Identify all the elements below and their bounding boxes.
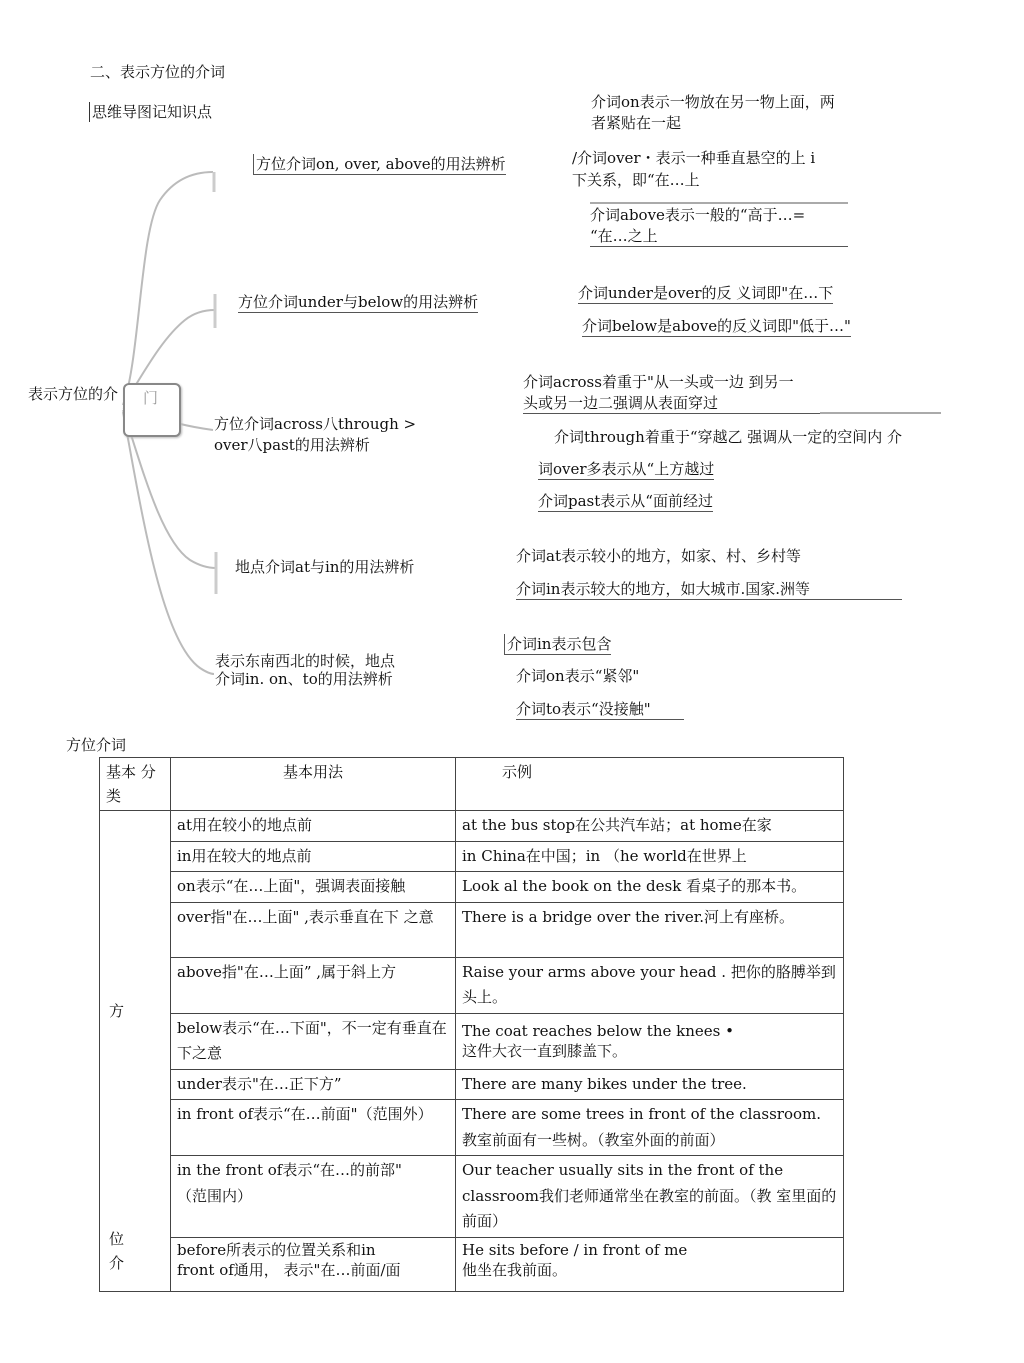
usage-cell: under表示"在…正下方”: [171, 1069, 456, 1100]
prepositions-table: [99, 757, 844, 1292]
usage-cell: in front of表示“在…前面"（范围外）: [171, 1100, 456, 1156]
header-category: 基本 分类: [100, 758, 171, 811]
usage-cell: at用在较小的地点前: [171, 811, 456, 842]
example-cell: Look al the book on the desk 看桌子的那本书。: [456, 872, 844, 903]
example-cell: in China在中国；in （he world在世界上: [456, 841, 844, 872]
section-heading: 二、表示方位的介词: [90, 63, 226, 81]
example-cell: Raise your arms above your head . 把你的胳膊举到头上。: [456, 957, 844, 1013]
example-cell: [456, 1237, 844, 1291]
usage-cell: above指"在…上面” ,属于斜上方: [171, 957, 456, 1013]
note-over-line1: /介词over・表示一种垂直悬空的上 i: [572, 149, 816, 167]
note-at: 介词at表示较小的地方，如家、村、乡村等: [516, 547, 801, 565]
example-line: The coat reaches below the knees •: [462, 1021, 734, 1040]
note-on-line2: 者紧贴在一起: [591, 114, 682, 132]
note-through: 介词through着重于“穿越乙 强调从一定的空间内 介: [554, 428, 903, 446]
branch-at-in: 地点介词at与in的用法辨析: [235, 558, 415, 576]
usage-cell: on表示“在…上面"，强调表面接触: [171, 872, 456, 903]
example-cell: There are many bikes under the tree.: [456, 1069, 844, 1100]
usage-line: front of通用， 表示"在…前面/面: [177, 1260, 401, 1279]
usage-line: before所表示的位置关系和in: [177, 1240, 376, 1259]
table-row: [100, 1237, 844, 1291]
branch-across-through-line2: over八past的用法辨析: [214, 436, 370, 454]
note-in-contain: 介词in表示包含: [504, 634, 611, 655]
mindmap-center-label: 表示方位的介: [28, 385, 119, 403]
table-row: [100, 841, 844, 872]
table-row: [100, 1156, 844, 1238]
usage-cell: over指"在…上面" ,表示垂直在下 之意: [171, 902, 456, 957]
table-title: 方位介词: [66, 736, 127, 754]
example-line: He sits before / in front of me: [462, 1240, 688, 1259]
subheading: 思维导图记知识点: [89, 102, 212, 122]
note-on-adjacent: 介词on表示“紧邻": [516, 667, 640, 685]
table-row: [100, 1013, 844, 1069]
branch-under-below: 方位介词under与below的用法辨析: [238, 292, 478, 313]
note-on-line1: 介词on表示一物放在另一物上面，两: [591, 93, 835, 111]
usage-line: （范围内）: [177, 1186, 253, 1205]
example-cell: [456, 1013, 844, 1069]
note-over-line2: 下关系，即“在…上: [572, 171, 700, 189]
category-char-2: 位: [109, 1230, 125, 1248]
table-row: [100, 957, 844, 1013]
mindmap-center-label-tail: 门: [143, 389, 159, 407]
note-under: 介词under是over的反 义词即"在…下: [578, 283, 833, 304]
category-char-1: 方: [109, 1002, 125, 1020]
note-above-line1: 介词above表示一般的“高于…=: [590, 206, 806, 224]
note-over-across: 词over多表示从“上方越过: [538, 459, 714, 480]
table-row: [100, 1069, 844, 1100]
branch-across-through-line1: 方位介词across八through >: [214, 415, 417, 433]
header-usage: 基本用法: [171, 758, 456, 811]
note-above-line2: “在…之上: [590, 226, 848, 247]
example-cell: There is a bridge over the river.河上有座桥。: [456, 902, 844, 957]
branch-on-over-above: 方位介词on, over, above的用法辨析: [253, 154, 506, 175]
table-row: [100, 872, 844, 903]
usage-line: in the front of表示“在…的前部": [177, 1161, 402, 1179]
example-cell: at the bus stop在公共汽车站；at home在家: [456, 811, 844, 842]
example-line: 他坐在我前面。: [462, 1260, 568, 1279]
note-past: 介词past表示从“面前经过: [538, 491, 713, 512]
branch-directions-line1: 表示东南西北的时候，地点: [215, 652, 396, 670]
note-to-no-touch: 介词to表示“没接触": [516, 699, 684, 720]
note-across-line1: 介词across着重于"从一头或一边 到另一: [523, 373, 794, 391]
usage-cell: in用在较大的地点前: [171, 841, 456, 872]
table-header-row: [100, 758, 844, 811]
connector-branch-1: [123, 172, 213, 405]
table-row: [100, 811, 844, 842]
branch-directions-line2: 介词in. on、to的用法辨析: [215, 670, 393, 688]
table-row: [100, 902, 844, 957]
note-across-line2: 头或另一边二强调从表面穿过: [523, 393, 820, 414]
category-cell: [100, 811, 171, 1292]
usage-cell: [171, 1156, 456, 1238]
header-example: 示例: [456, 758, 844, 811]
category-char-3: 介: [109, 1254, 125, 1272]
usage-cell: below表示“在…下面"，不一定有垂直在下之意: [171, 1013, 456, 1069]
note-in-large: 介词in表示较大的地方，如大城市.国家.洲等: [516, 579, 902, 600]
example-line: 这件大衣一直到膝盖下。: [462, 1042, 628, 1060]
table-row: [100, 1100, 844, 1156]
usage-cell: [171, 1237, 456, 1291]
example-cell: Our teacher usually sits in the front of the classroom我们老师通常坐在教室的前面。（教 室里面的前面）: [456, 1156, 844, 1238]
note-below: 介词below是above的反义词即"低于…": [582, 316, 851, 337]
example-cell: There are some trees in front of the classroom. 教室前面有一些树。（教室外面的前面）: [456, 1100, 844, 1156]
